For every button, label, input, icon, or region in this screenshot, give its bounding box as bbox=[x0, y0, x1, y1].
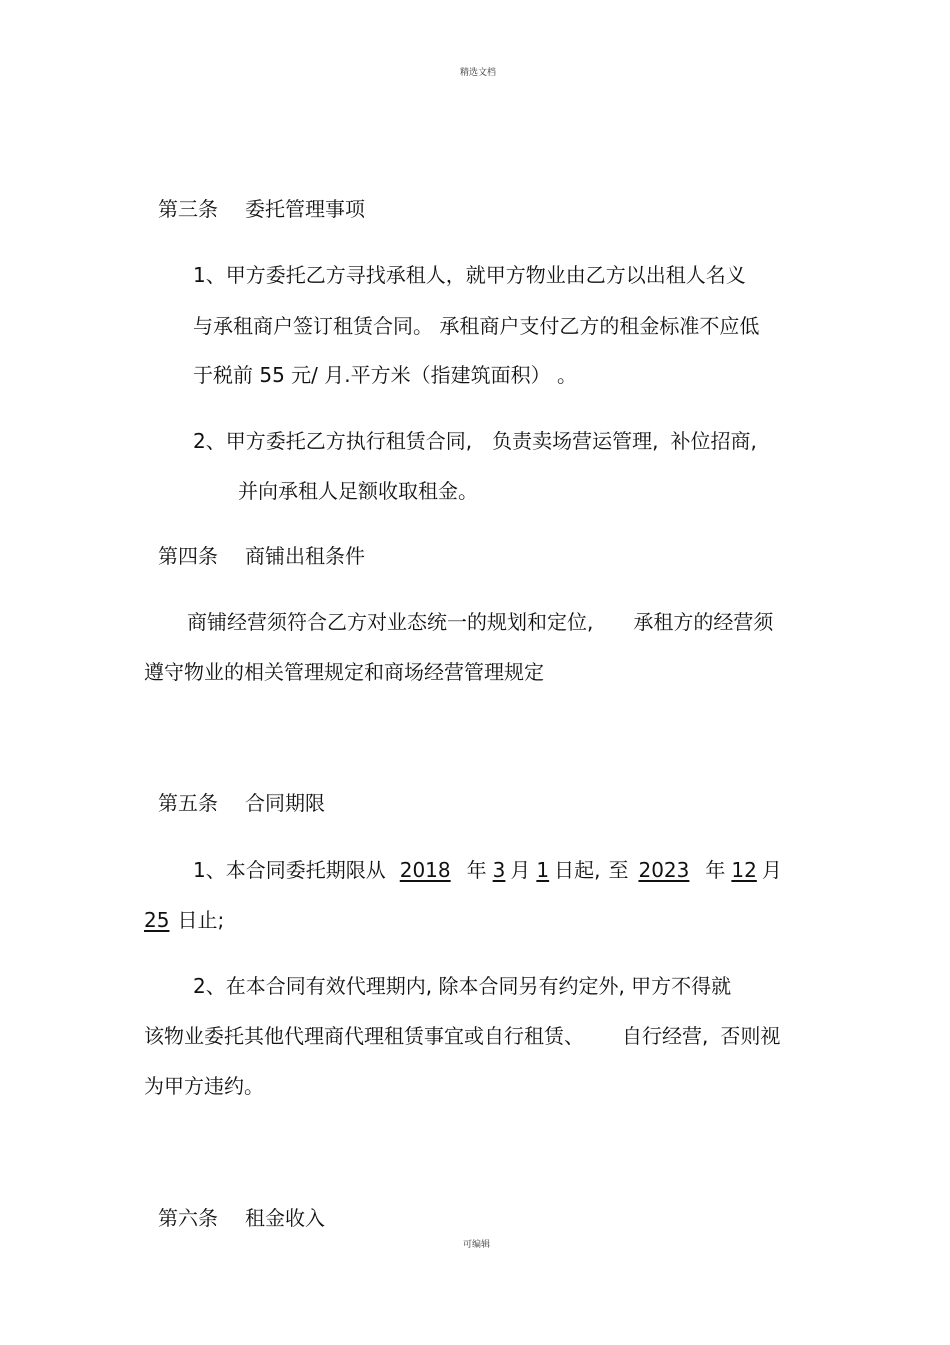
article-5-title bbox=[158, 790, 325, 816]
article-3-number: 第三条 bbox=[158, 197, 218, 221]
article-5-clause-1-line-2 bbox=[144, 907, 224, 933]
clause-2-part-c: 补位招商, bbox=[670, 429, 757, 453]
start-year: 2018 bbox=[399, 858, 451, 882]
article-3-title bbox=[158, 196, 365, 222]
clause-5-2-part-a: 该物业委托其他代理商代理租赁事宜或自行租赁、 bbox=[144, 1024, 584, 1048]
article-4-heading: 商铺出租条件 bbox=[245, 544, 365, 568]
clause-2-part-a: 2、甲方委托乙方执行租赁合同, bbox=[193, 429, 473, 453]
term-prefix: 1、本合同委托期限从 bbox=[193, 858, 386, 882]
article-5-clause-1-line-1 bbox=[193, 857, 782, 883]
to-label: 至 bbox=[608, 858, 629, 882]
page-footer: 可编辑 bbox=[463, 1240, 491, 1250]
article-5-number: 第五条 bbox=[158, 791, 218, 815]
article-3-clause-2-line-2: 并向承租人足额收取租金。 bbox=[238, 479, 478, 503]
article-3-clause-1-line-1: 1、甲方委托乙方寻找承租人，就甲方物业由乙方以出租人名义 bbox=[193, 263, 746, 287]
start-month: 3 bbox=[492, 858, 506, 882]
article-5-clause-2-line-2 bbox=[144, 1023, 780, 1049]
article-4-part-b: 承租方的经营须 bbox=[633, 610, 774, 634]
article-4-line-1 bbox=[187, 609, 773, 635]
month-label: 月 bbox=[510, 858, 531, 882]
article-4-line-2: 遵守物业的相关管理规定和商场经营管理规定 bbox=[144, 660, 544, 684]
end-year-label: 年 bbox=[705, 858, 726, 882]
article-6-number: 第六条 bbox=[158, 1206, 218, 1230]
end-year: 2023 bbox=[638, 858, 690, 882]
clause-5-2-part-c: 否则视 bbox=[720, 1024, 781, 1048]
day-from-label: 日起, bbox=[554, 858, 601, 882]
article-3-clause-1-line-2: 与承租商户签订租赁合同。 承租商户支付乙方的租金标准不应低 bbox=[193, 314, 760, 338]
start-day: 1 bbox=[536, 858, 550, 882]
article-3-heading: 委托管理事项 bbox=[245, 197, 365, 221]
clause-2-part-b: 负责卖场营运管理, bbox=[492, 429, 659, 453]
article-4-number: 第四条 bbox=[158, 544, 218, 568]
end-month: 12 bbox=[731, 858, 757, 882]
end-day: 25 bbox=[144, 908, 170, 932]
end-month-label: 月 bbox=[761, 858, 782, 882]
page-header: 精选文档 bbox=[460, 68, 497, 78]
day-to-label: 日止; bbox=[177, 908, 225, 932]
clause-5-2-part-b: 自行经营, bbox=[622, 1024, 709, 1048]
article-6-heading: 租金收入 bbox=[245, 1206, 325, 1230]
article-6-title bbox=[158, 1205, 325, 1231]
article-3-clause-2-line-1 bbox=[193, 428, 757, 454]
article-5-clause-2-line-1: 2、在本合同有效代理期内, 除本合同另有约定外, 甲方不得就 bbox=[193, 974, 732, 998]
year-label: 年 bbox=[466, 858, 487, 882]
article-5-heading: 合同期限 bbox=[245, 791, 325, 815]
article-4-title bbox=[158, 543, 365, 569]
article-5-clause-2-line-3: 为甲方违约。 bbox=[144, 1074, 264, 1098]
article-3-clause-1-line-3: 于税前 55 元/ 月.平方米（指建筑面积） 。 bbox=[193, 363, 577, 387]
article-4-part-a: 商铺经营须符合乙方对业态统一的规划和定位, bbox=[187, 610, 594, 634]
